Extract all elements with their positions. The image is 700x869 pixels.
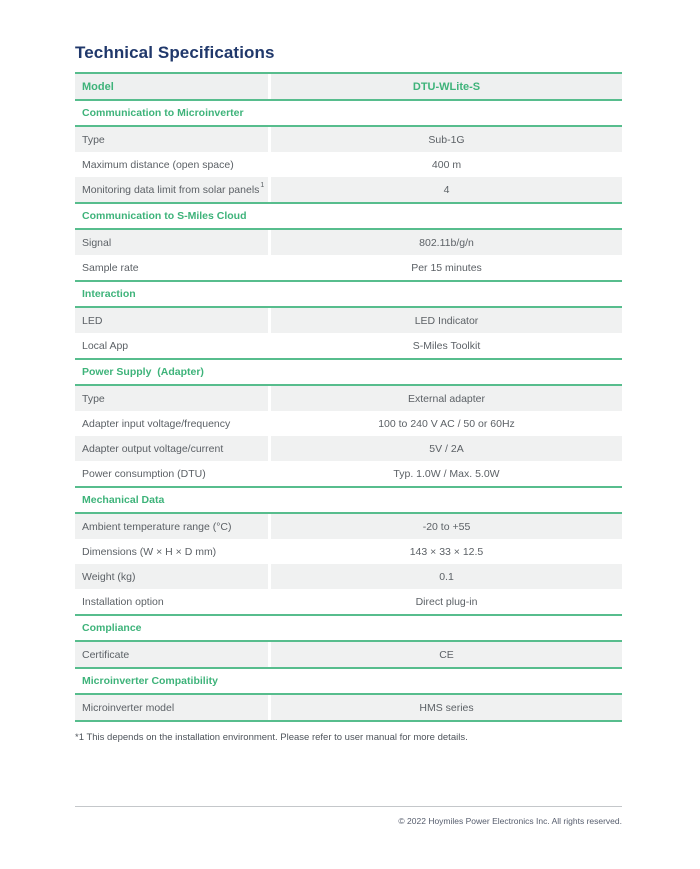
row-value: 5V / 2A [271,436,622,461]
table-row [75,386,622,411]
row-label [75,539,268,564]
table-row [75,436,622,461]
row-label-text: Type [82,133,105,146]
section-title: Communication to S-Miles Cloud [75,204,622,230]
table-row [75,152,622,177]
row-label [75,386,268,411]
row-label-text: Ambient temperature range (°C) [82,520,232,533]
row-label-text: Weight (kg) [82,570,136,583]
table-row [75,127,622,152]
row-value: CE [271,642,622,667]
table-row [75,642,622,667]
row-label [75,589,268,614]
row-value: 0.1 [271,564,622,589]
section-title: Interaction [75,282,622,308]
row-value: LED Indicator [271,308,622,333]
row-value: -20 to +55 [271,514,622,539]
spec-section [75,488,622,616]
row-label [75,514,268,539]
spec-sections [75,101,622,722]
model-header-label: Model [75,74,268,99]
row-label-text: Signal [82,236,112,249]
row-value: 802.11b/g/n [271,230,622,255]
row-value: HMS series [271,695,622,720]
row-label [75,436,268,461]
row-value: S-Miles Toolkit [412,339,481,352]
spec-section [75,360,622,488]
table-row [75,539,622,564]
row-label-text: Monitoring data limit from solar panels [82,183,260,196]
row-label [75,177,268,202]
row-label-text: Sample rate [82,261,139,274]
copyright-text: © 2022 Hoymiles Power Electronics Inc. All rights reserved. [398,816,622,826]
section-rows [75,695,622,722]
section-title: Mechanical Data [75,488,622,514]
spec-section [75,616,622,669]
table-row [75,564,622,589]
section-title: Compliance [75,616,622,642]
section-rows [75,230,622,282]
model-header-row [75,74,622,101]
section-title: Communication to Microinverter [75,101,622,127]
row-label-text: Adapter output voltage/current [82,442,224,455]
row-value: External adapter [271,386,622,411]
table-row [75,695,622,720]
table-row [75,514,622,539]
spec-section [75,204,622,282]
spec-table [75,72,622,722]
table-row [75,461,622,486]
table-row [75,230,622,255]
row-label [75,230,268,255]
footer-divider [75,806,622,826]
row-value: 143 × 33 × 12.5 [409,545,484,558]
section-rows [75,386,622,488]
row-label [75,695,268,720]
row-label [75,642,268,667]
row-value: Sub-1G [271,127,622,152]
page-title: Technical Specifications [75,43,275,62]
row-label [75,411,268,436]
row-label [75,564,268,589]
row-label-text: Certificate [82,648,130,661]
table-row [75,589,622,614]
row-label-text: Adapter input voltage/frequency [82,417,231,430]
row-label-text: Microinverter model [82,701,175,714]
row-label [75,333,268,358]
table-row [75,333,622,358]
section-title: Power Supply (Adapter) [75,360,622,386]
row-label-text: Maximum distance (open space) [82,158,234,171]
table-row [75,308,622,333]
row-label [75,308,268,333]
row-value: Direct plug-in [415,595,478,608]
row-label-text: Installation option [82,595,164,608]
row-value: 400 m [431,158,462,171]
row-value: Per 15 minutes [411,261,482,274]
row-value: 4 [271,177,622,202]
row-label-text: Dimensions (W × H × D mm) [82,545,217,558]
section-rows [75,308,622,360]
table-row [75,255,622,280]
row-label [75,127,268,152]
row-label [75,255,268,280]
footnote: *1 This depends on the installation environment. Please refer to user manual for more details. [75,732,468,743]
row-value: Typ. 1.0W / Max. 5.0W [393,467,500,480]
section-rows [75,642,622,669]
row-label-text: LED [82,314,103,327]
spec-section [75,669,622,722]
section-title: Microinverter Compatibility [75,669,622,695]
row-label [75,461,268,486]
table-row [75,411,622,436]
row-label-sup: 1 [260,182,265,189]
table-row [75,177,622,202]
spec-section [75,282,622,360]
spec-section [75,101,622,204]
model-header-value: DTU-WLite-S [271,74,622,99]
row-label-text: Type [82,392,105,405]
row-value: 100 to 240 V AC / 50 or 60Hz [378,417,515,430]
row-label-text: Power consumption (DTU) [82,467,206,480]
row-label [75,152,268,177]
row-label-text: Local App [82,339,129,352]
section-rows [75,127,622,204]
section-rows [75,514,622,616]
